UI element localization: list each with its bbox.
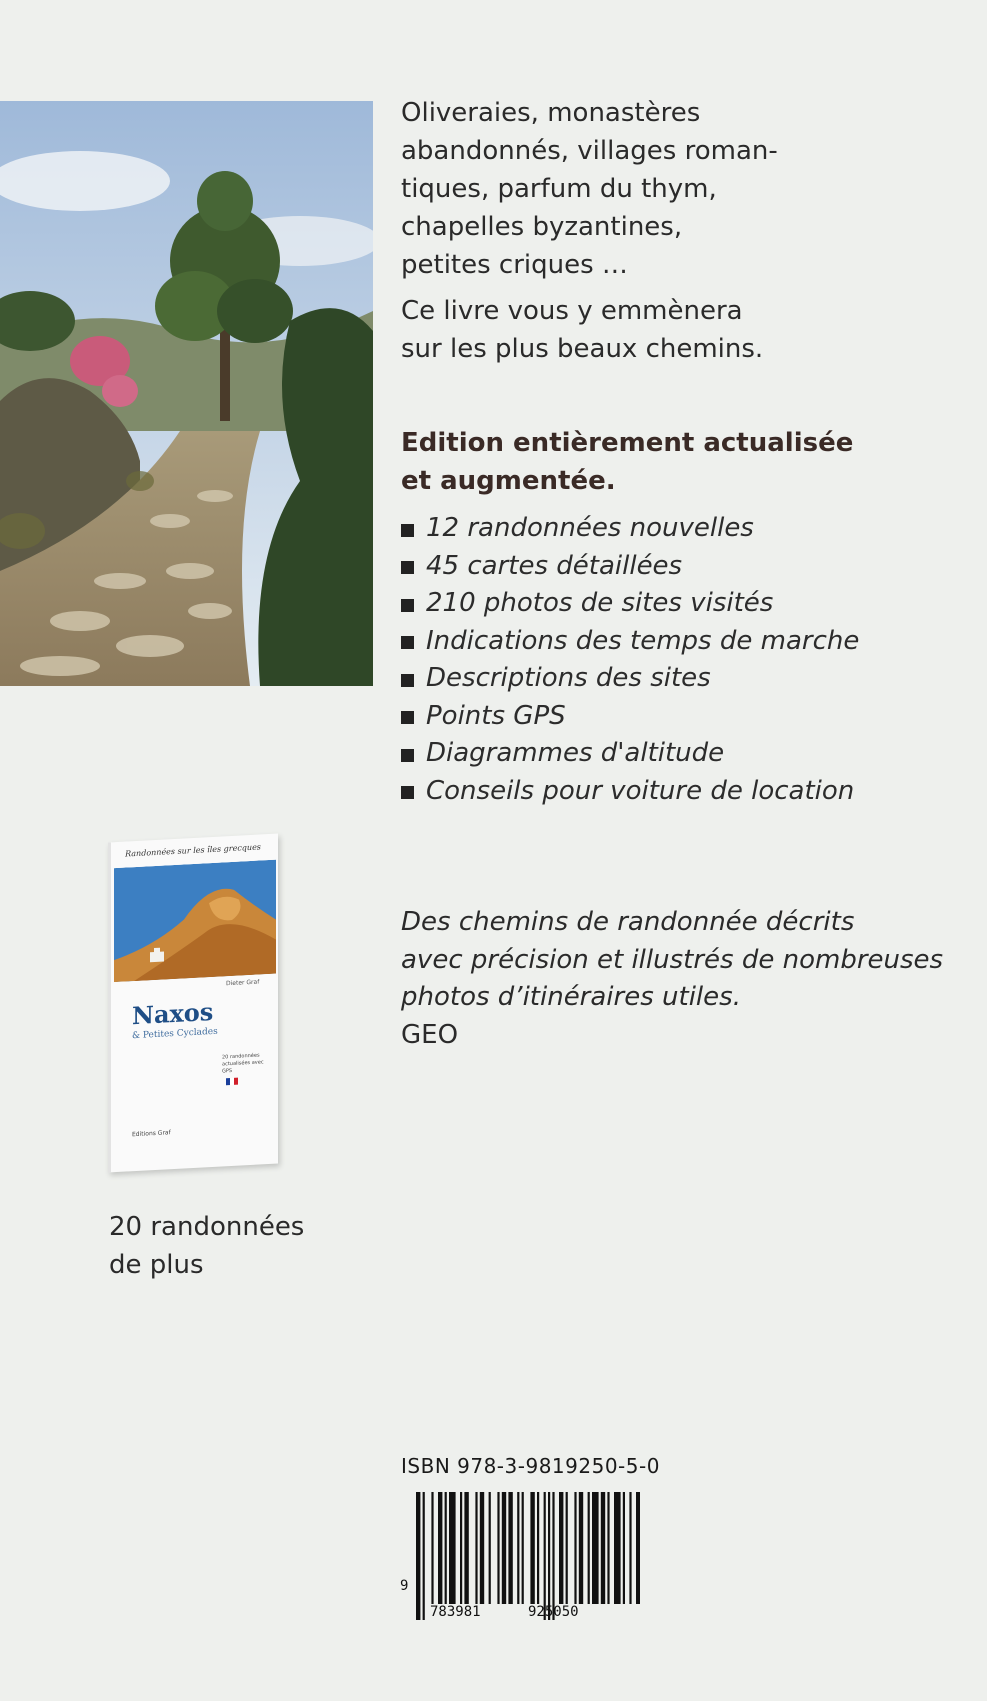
book-note: 20 randonnées actualisées avec GPS [222, 1052, 264, 1075]
intro-line: petites criques … [401, 250, 628, 280]
feature-item [401, 548, 981, 586]
french-flag-icon [226, 1078, 238, 1086]
barcode-bar [460, 1492, 462, 1604]
barcode-bar [445, 1492, 447, 1604]
barcode-bar [464, 1492, 468, 1604]
square-bullet-icon [401, 711, 414, 724]
square-bullet-icon [401, 786, 414, 799]
quote-line: Des chemins de randonnée décrits [401, 907, 855, 937]
barcode-bar [431, 1492, 433, 1604]
barcode-bar [636, 1492, 640, 1604]
intro-text [401, 94, 961, 368]
barcode-bar [489, 1492, 491, 1604]
barcode-bar [552, 1492, 554, 1620]
feature-label: 12 randonnées nouvelles [426, 513, 754, 543]
barcode-bar [502, 1492, 506, 1604]
book-cover-photo [114, 860, 276, 982]
square-bullet-icon [401, 599, 414, 612]
feature-label: Indications des temps de marche [426, 625, 860, 656]
book-author: Dieter Graf [226, 978, 260, 988]
feature-item [401, 623, 981, 661]
barcode-bar [588, 1492, 590, 1604]
isbn-barcode [400, 1492, 640, 1622]
edition-line: Edition entièrement actualisée [401, 428, 854, 458]
barcode-bar [449, 1492, 456, 1604]
barcode-bar [508, 1492, 512, 1604]
barcode-bar [423, 1492, 425, 1620]
barcode-bar [614, 1492, 621, 1604]
feature-label: Descriptions des sites [426, 663, 711, 693]
barcode-bar [629, 1492, 631, 1604]
edition-heading [401, 424, 961, 500]
feature-label: Points GPS [426, 700, 566, 731]
barcode-bar [497, 1492, 499, 1604]
intro-line: abandonnés, villages roman- [401, 136, 778, 166]
barcode-bar [601, 1492, 605, 1604]
barcode-bar [559, 1492, 563, 1604]
barcode-bar [517, 1492, 519, 1604]
intro-line: Oliveraies, monastères [401, 98, 701, 128]
barcode-bar [548, 1492, 550, 1620]
barcode-bar [592, 1492, 599, 1604]
intro-line: tiques, parfum du thym, [401, 174, 717, 204]
quote-source: GEO [401, 1019, 459, 1050]
square-bullet-icon [401, 749, 414, 762]
companion-caption [109, 1208, 304, 1284]
feature-label: 210 photos de sites visités [426, 588, 774, 618]
feature-label: Conseils pour voiture de location [426, 775, 855, 806]
feature-item [401, 735, 981, 773]
caption-line: de plus [109, 1250, 204, 1280]
intro-line: sur les plus beaux chemins. [401, 334, 764, 364]
edition-line: et augmentée. [401, 466, 616, 496]
barcode-digit-first: 9 [400, 1578, 409, 1594]
book-title: Naxos [132, 996, 214, 1031]
barcode-bar [607, 1492, 609, 1604]
square-bullet-icon [401, 674, 414, 687]
feature-list [401, 510, 981, 810]
feature-label: Diagrammes d'altitude [426, 738, 725, 768]
companion-book-cover [108, 834, 278, 1173]
square-bullet-icon [401, 636, 414, 649]
quote-line: avec précision et illustrés de nombreuses [401, 944, 944, 975]
path-photo [0, 101, 373, 686]
barcode-bar [623, 1492, 625, 1604]
book-subtitle: & Petites Cyclades [132, 1026, 218, 1042]
intro-line: Ce livre vous y emmènera [401, 296, 743, 326]
book-publisher: Editions Graf [132, 1129, 171, 1139]
feature-label: 45 cartes détaillées [426, 550, 683, 581]
barcode-bar [579, 1492, 583, 1604]
press-quote [401, 904, 981, 1054]
quote-line: photos d’itinéraires utiles. [401, 982, 741, 1012]
barcode-bar [416, 1492, 420, 1620]
caption-line: 20 randonnées [109, 1212, 305, 1242]
barcode-digits-right: 925050 [528, 1604, 579, 1620]
barcode-bar [480, 1492, 484, 1604]
barcode-bar [544, 1492, 546, 1620]
barcode-bar [438, 1492, 442, 1604]
feature-item [401, 510, 981, 548]
barcode-bar [522, 1492, 524, 1604]
isbn-label: ISBN 978-3-9819250-5-0 [401, 1454, 660, 1478]
feature-item [401, 660, 981, 698]
barcode-bar [537, 1492, 539, 1604]
feature-item [401, 698, 981, 736]
feature-item [401, 773, 981, 811]
feature-item [401, 585, 981, 623]
book-series-label: Randonnées sur les îles grecques [125, 842, 261, 859]
square-bullet-icon [401, 561, 414, 574]
barcode-bar [475, 1492, 477, 1604]
barcode-bar [566, 1492, 568, 1604]
barcode-bar [574, 1492, 576, 1604]
barcode-digits-left: 783981 [430, 1604, 481, 1620]
square-bullet-icon [401, 524, 414, 537]
intro-line: chapelles byzantines, [401, 212, 683, 242]
barcode-bar [530, 1492, 534, 1604]
